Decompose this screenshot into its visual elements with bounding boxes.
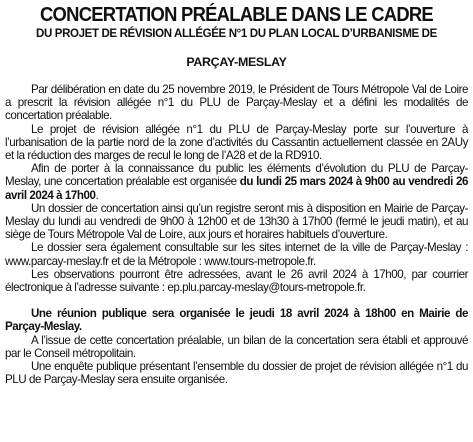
paragraph-public-meeting — [5, 307, 468, 333]
public-meeting-text: Une réunion publique sera organisée le jeudi 18 avril 2024 à 18h00 en Mairie de Parçay-Meslay. — [5, 307, 468, 334]
paragraph-project: Le projet de révision allégée n°1 du PLU de Parçay-Meslay porte sur l’ouverture à l’urbanisation de la partie nord de la zone d’activités du Cassantin actuellement classée en 2AUy et la réduction des marges de recul le long de l’A28 et de la RD910. — [5, 122, 468, 163]
paragraph-public-inquiry: Une enquête publique présentant l’ensemble du dossier de projet de révision allégée n°1 du PLU de Parçay-Meslay sera ensuite organisée. — [5, 360, 468, 387]
paragraph-deliberation: Par délibération en date du 25 novembre 2019, le Président de Tours Métropole Val de Loire a prescrit la révision allégée n°1 du PLU de Parçay-Meslay et a défini les modalités de concertation préalable. — [5, 83, 468, 123]
concertation-intro: Afin de porter à la connaissance du public les éléments d’évolution du PLU de Parçay-Meslay, une concertation préalable est organisée — [5, 162, 468, 189]
paragraph-observations: Les observations pourront être adressées, avant le 26 avril 2024 à 17h00, par courrier électronique à l’adresse suivante : ep.plu.parcay-meslay@tours-metropole.fr. — [5, 267, 468, 295]
notice-commune: PARÇAY-MESLAY — [186, 55, 287, 69]
concertation-period: du lundi 25 mars 2024 à 9h00 au vendredi 26 avril 2024 à 17h00 — [5, 175, 468, 202]
notice-subtitle: DU PROJET DE RÉVISION ALLÉGÉE N°1 DU PLAN LOCAL D’URBANISME DE — [36, 26, 437, 40]
paragraph-report: A l’issue de cette concertation préalable, un bilan de la concertation sera établi et approuvé par le Conseil métropolitain. — [5, 333, 468, 360]
notice-title: CONCERTATION PRÉALABLE DANS LE CADRE — [40, 4, 433, 26]
paragraph-dossier: Un dossier de concertation ainsi qu’un registre seront mis à disposition en Mairie de Parçay-Meslay du lundi au vendredi de 9h00 à 12h00 et de 13h30 à 17h00 (fermé le jeudi matin), et au siège de Tours Métropole Val de Loire, aux jours et horaires habituels d’ouverture. — [5, 201, 468, 242]
paragraph-websites: Le dossier sera également consultable sur les sites internet de la ville de Parçay-Meslay : www.parcay-meslay.fr et de la Métropole : www.tours-metropole.fr. — [5, 241, 468, 268]
concertation-period-end: . — [95, 188, 99, 202]
paragraph-concertation-dates — [5, 162, 468, 202]
paragraph-spacer — [5, 294, 468, 307]
notice-body — [5, 83, 468, 386]
